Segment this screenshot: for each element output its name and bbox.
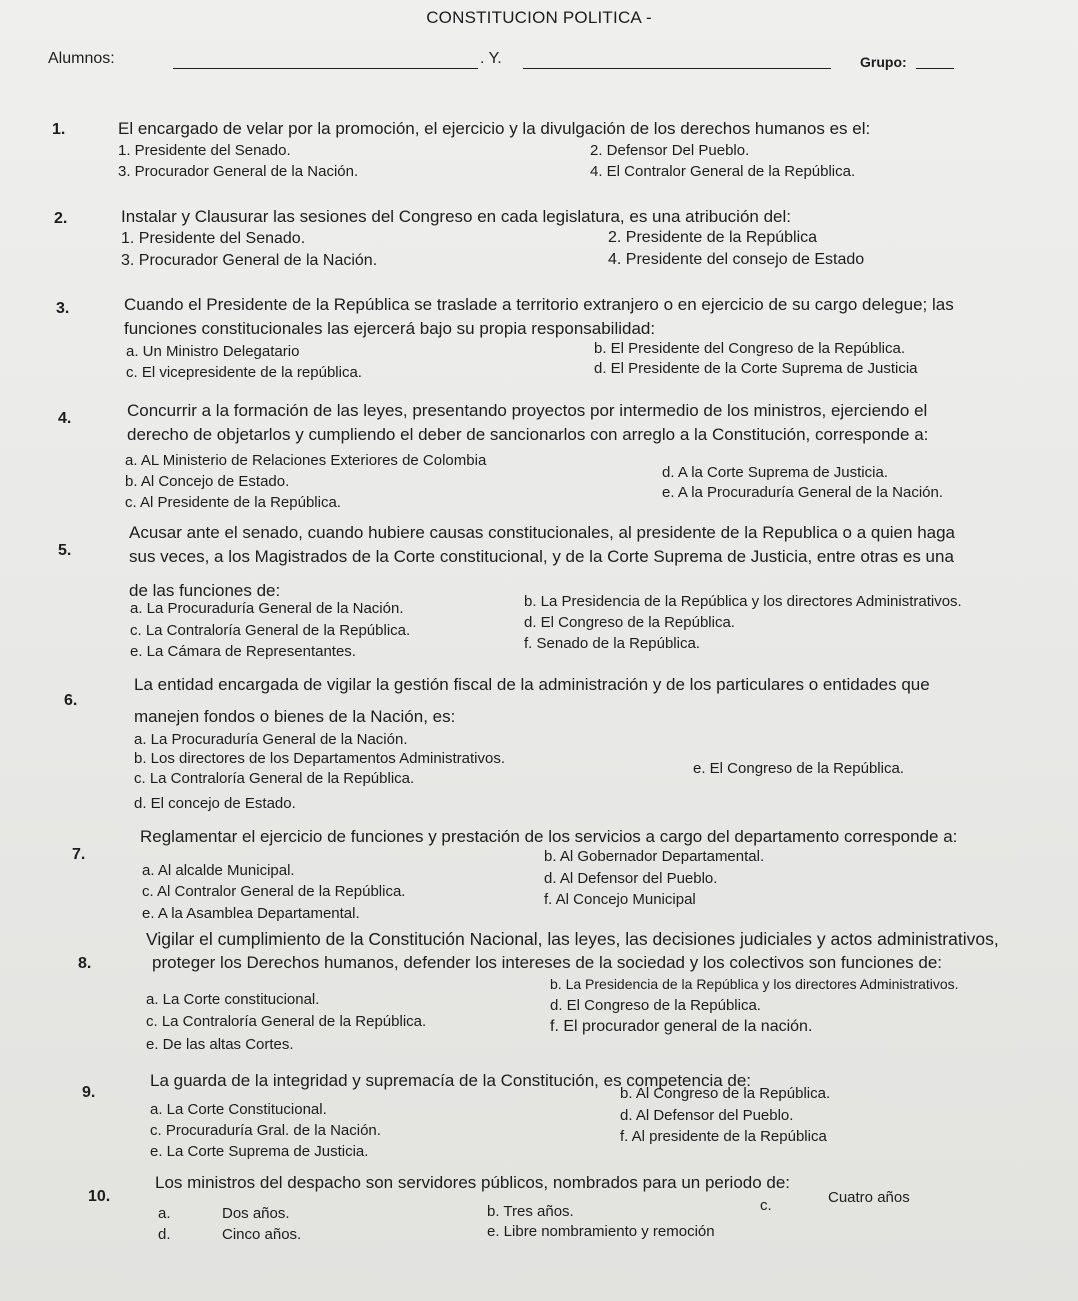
question-text-line: de las funciones de: xyxy=(129,581,281,600)
question-text-line: manejen fondos o bienes de la Nación, es: xyxy=(134,707,456,726)
option[interactable]: b. La Presidencia de la República y los directores Administrativos. xyxy=(524,593,962,610)
option-letter[interactable]: d. xyxy=(158,1226,171,1243)
option[interactable]: d. El Congreso de la República. xyxy=(524,614,735,631)
grupo-blank[interactable] xyxy=(916,68,954,69)
option[interactable]: b. Tres años. xyxy=(487,1203,574,1220)
option[interactable]: 1. Presidente del Senado. xyxy=(121,230,306,247)
alumno-2-blank[interactable] xyxy=(523,68,831,69)
option[interactable]: c. Procuraduría Gral. de la Nación. xyxy=(150,1122,381,1139)
question-text: Instalar y Clausurar las sesiones del Congreso en cada legislatura, es una atribución del: xyxy=(121,207,791,226)
option[interactable]: d. El Congreso de la República. xyxy=(550,997,761,1014)
option[interactable]: f. El procurador general de la nación. xyxy=(550,1018,813,1035)
question-text: La guarda de la integridad y supremacía de la Constitución, es competencia de: xyxy=(150,1071,752,1090)
option[interactable]: 2. Defensor Del Pueblo. xyxy=(590,142,750,159)
question-text: Reglamentar el ejercicio de funciones y prestación de los servicios a cargo del departamento corresponde a: xyxy=(140,827,958,846)
option[interactable]: d. El Presidente de la Corte Suprema de Justicia xyxy=(594,360,918,377)
option[interactable]: 1. Presidente del Senado. xyxy=(118,142,291,159)
question-number: 2. xyxy=(54,210,68,227)
option-letter[interactable]: a. xyxy=(158,1205,171,1222)
option[interactable]: e. De las altas Cortes. xyxy=(146,1036,294,1053)
question-text-line: Concurrir a la formación de las leyes, presentando proyectos por intermedio de los ministros, ejerciendo el xyxy=(127,401,928,420)
question-text-line: derecho de objetarlos y cumpliendo el deber de sancionarlos con arreglo a la Constitución, corresponde a: xyxy=(127,425,929,444)
option[interactable]: e. A la Asamblea Departamental. xyxy=(142,905,360,922)
option[interactable]: b. Los directores de los Departamentos Administrativos. xyxy=(134,750,506,767)
question-number: 5. xyxy=(58,542,72,559)
question-text-line: La entidad encargada de vigilar la gestión fiscal de la administración y de los particulares o entidades que xyxy=(134,675,930,694)
option-text[interactable]: Cinco años. xyxy=(222,1226,302,1243)
question-number: 7. xyxy=(72,846,86,863)
option[interactable]: a. Al alcalde Municipal. xyxy=(142,862,295,879)
question-text-line: Acusar ante el senado, cuando hubiere causas constitucionales, al presidente de la Republica o a quien haga xyxy=(129,523,956,542)
question-text-line: funciones constitucionales las ejercerá bajo su propia responsabilidad: xyxy=(124,319,656,338)
option[interactable]: a. La Procuraduría General de la Nación. xyxy=(130,600,404,617)
option[interactable]: 3. Procurador General de la Nación. xyxy=(121,252,378,269)
option[interactable]: b. La Presidencia de la República y los directores Administrativos. xyxy=(550,976,959,992)
option[interactable]: c. Al Contralor General de la República. xyxy=(142,883,406,900)
option[interactable]: f. Al presidente de la República xyxy=(620,1128,827,1145)
option[interactable]: 4. El Contralor General de la República. xyxy=(590,163,856,180)
question-number: 3. xyxy=(56,300,70,317)
option[interactable]: e. La Cámara de Representantes. xyxy=(130,643,356,660)
y-label: . Y. xyxy=(480,50,502,67)
option-text[interactable]: Dos años. xyxy=(222,1205,290,1222)
question-number: 4. xyxy=(58,410,72,427)
question-number: 8. xyxy=(78,955,92,972)
student-header xyxy=(48,50,1048,76)
option[interactable]: c. La Contraloría General de la República. xyxy=(146,1013,427,1030)
alumnos-label: Alumnos: xyxy=(48,50,115,67)
question-number: 9. xyxy=(82,1084,96,1101)
option[interactable]: e. Libre nombramiento y remoción xyxy=(487,1223,715,1240)
question-number: 1. xyxy=(52,121,66,138)
option[interactable]: e. El Congreso de la República. xyxy=(693,760,904,777)
option[interactable]: c. El vicepresidente de la república. xyxy=(126,364,362,381)
option[interactable]: e. La Corte Suprema de Justicia. xyxy=(150,1143,369,1160)
option[interactable]: d. A la Corte Suprema de Justicia. xyxy=(662,464,888,481)
grupo-label: Grupo: xyxy=(860,54,907,70)
option[interactable]: d. El concejo de Estado. xyxy=(134,795,296,812)
option[interactable]: e. A la Procuraduría General de la Nación. xyxy=(662,484,944,501)
option-letter[interactable]: c. xyxy=(760,1197,772,1214)
option[interactable]: b. El Presidente del Congreso de la República. xyxy=(594,340,906,357)
question-number: 6. xyxy=(64,692,78,709)
option[interactable]: 4. Presidente del consejo de Estado xyxy=(608,251,865,268)
question-text: Los ministros del despacho son servidores públicos, nombrados para un periodo de: xyxy=(155,1173,791,1192)
option[interactable]: f. Al Concejo Municipal xyxy=(544,891,696,908)
question-text-line: proteger los Derechos humanos, defender los intereses de la sociedad y los colectivos son funciones de: xyxy=(152,953,943,972)
option[interactable]: d. Al Defensor del Pueblo. xyxy=(620,1107,794,1124)
question-text: El encargado de velar por la promoción, el ejercicio y la divulgación de los derechos humanos es el: xyxy=(118,119,871,138)
question-text-line: Cuando el Presidente de la República se traslade a territorio extranjero o en ejercicio de su cargo delegue; las xyxy=(124,295,954,314)
page-title: CONSTITUCION POLITICA - xyxy=(426,8,652,27)
option[interactable]: f. Senado de la República. xyxy=(524,635,700,652)
option[interactable]: 3. Procurador General de la Nación. xyxy=(118,163,359,180)
option[interactable]: a. La Procuraduría General de la Nación. xyxy=(134,731,408,748)
option[interactable]: c. Al Presidente de la República. xyxy=(125,494,341,511)
question-text-line: sus veces, a los Magistrados de la Corte constitucional, y de la Corte Suprema de Justicia, entre otras es una xyxy=(129,547,954,566)
alumno-1-blank[interactable] xyxy=(173,68,478,69)
option[interactable]: d. Al Defensor del Pueblo. xyxy=(544,870,718,887)
option[interactable]: a. La Corte Constitucional. xyxy=(150,1101,327,1118)
option-text[interactable]: Cuatro años xyxy=(828,1189,910,1206)
question-text-line: Vigilar el cumplimiento de la Constitución Nacional, las leyes, las decisiones judiciales y actos administrativos, xyxy=(146,929,999,949)
option[interactable]: b. Al Congreso de la República. xyxy=(620,1085,831,1102)
option[interactable]: b. Al Concejo de Estado. xyxy=(125,473,290,490)
option[interactable]: a. La Corte constitucional. xyxy=(146,991,320,1008)
option[interactable]: 2. Presidente de la República xyxy=(608,229,818,246)
option[interactable]: c. La Contraloría General de la República. xyxy=(130,622,411,639)
option[interactable]: a. Un Ministro Delegatario xyxy=(126,343,300,360)
option[interactable]: a. AL Ministerio de Relaciones Exteriores de Colombia xyxy=(125,452,487,469)
question-number: 10. xyxy=(88,1188,111,1205)
option[interactable]: b. Al Gobernador Departamental. xyxy=(544,848,765,865)
option[interactable]: c. La Contraloría General de la República. xyxy=(134,770,415,787)
